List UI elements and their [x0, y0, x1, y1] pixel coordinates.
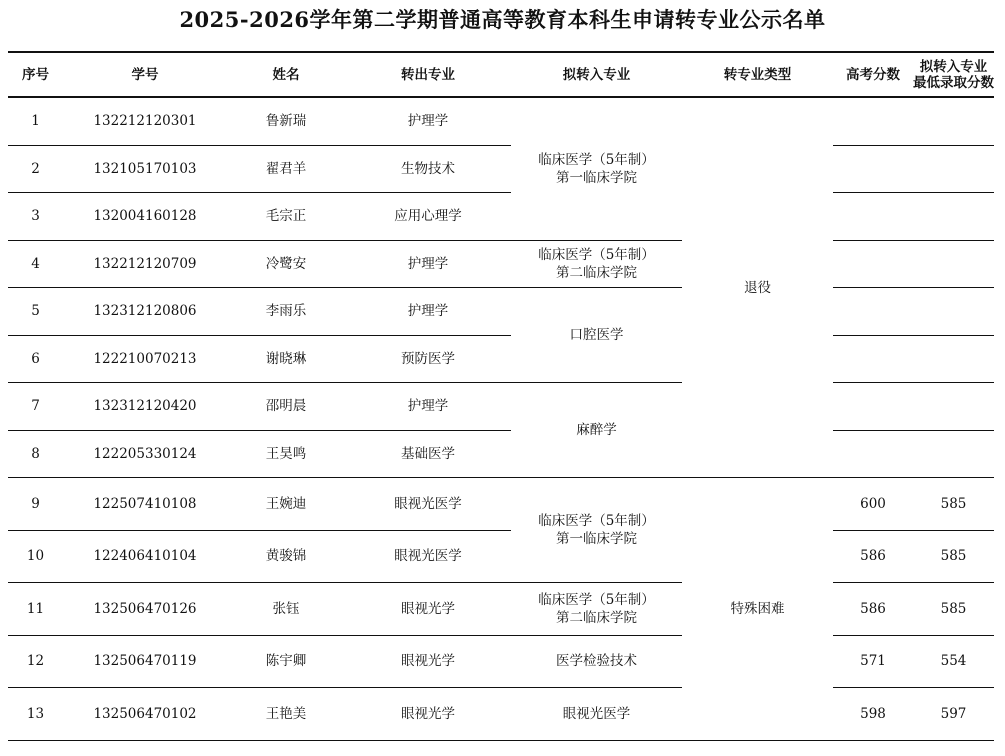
cell-from-major: 护理学 — [345, 383, 511, 431]
cell-from-major: 眼视光学 — [345, 635, 511, 688]
cell-name: 翟君羊 — [227, 145, 345, 193]
header-min-score-line2: 最低录取分数 — [913, 74, 994, 91]
cell-seq: 12 — [8, 635, 63, 688]
cell-name: 王婉迪 — [227, 478, 345, 531]
cell-to-major: 麻醉学 — [511, 383, 682, 478]
cell-min-score — [913, 145, 994, 193]
header-student-id: 学号 — [63, 52, 227, 97]
cell-seq: 13 — [8, 688, 63, 741]
cell-from-major: 护理学 — [345, 288, 511, 336]
cell-from-major: 预防医学 — [345, 335, 511, 383]
cell-name: 冷鹭安 — [227, 240, 345, 288]
table-row — [8, 145, 994, 193]
table-row — [8, 97, 994, 145]
header-min-score — [913, 52, 994, 97]
cell-min-score — [913, 430, 994, 478]
cell-exam-score: 586 — [833, 530, 913, 583]
cell-min-score — [913, 97, 994, 145]
cell-student-id: 132312120806 — [63, 288, 227, 336]
cell-student-id: 132212120709 — [63, 240, 227, 288]
table-row — [8, 288, 994, 336]
cell-name: 谢晓琳 — [227, 335, 345, 383]
table-row — [8, 335, 994, 383]
cell-seq: 8 — [8, 430, 63, 478]
cell-student-id: 132506470119 — [63, 635, 227, 688]
table-row — [8, 383, 994, 431]
cell-student-id: 132105170103 — [63, 145, 227, 193]
cell-min-score: 597 — [913, 688, 994, 741]
cell-seq: 3 — [8, 193, 63, 241]
cell-to-major — [511, 240, 682, 288]
table-row — [8, 688, 994, 741]
cell-name: 李雨乐 — [227, 288, 345, 336]
cell-exam-score — [833, 193, 913, 241]
cell-exam-score — [833, 430, 913, 478]
cell-student-id: 122210070213 — [63, 335, 227, 383]
header-to-major: 拟转入专业 — [511, 52, 682, 97]
header-seq: 序号 — [8, 52, 63, 97]
header-name: 姓名 — [227, 52, 345, 97]
cell-min-score — [913, 240, 994, 288]
cell-from-major: 眼视光学 — [345, 583, 511, 636]
cell-exam-score: 571 — [833, 635, 913, 688]
cell-seq: 7 — [8, 383, 63, 431]
to-major-line2: 第二临床学院 — [556, 264, 637, 281]
cell-from-major: 基础医学 — [345, 430, 511, 478]
cell-exam-score — [833, 288, 913, 336]
to-major-line2: 第一临床学院 — [556, 169, 637, 186]
table-header-row — [8, 52, 994, 97]
cell-to-major: 医学检验技术 — [511, 635, 682, 688]
cell-name: 鲁新瑞 — [227, 97, 345, 145]
cell-min-score — [913, 335, 994, 383]
cell-name: 邵明晨 — [227, 383, 345, 431]
cell-seq: 11 — [8, 583, 63, 636]
cell-seq: 9 — [8, 478, 63, 531]
cell-exam-score: 598 — [833, 688, 913, 741]
cell-exam-score — [833, 145, 913, 193]
header-transfer-type: 转专业类型 — [682, 52, 833, 97]
cell-min-score: 554 — [913, 635, 994, 688]
cell-name: 王艳美 — [227, 688, 345, 741]
cell-exam-score — [833, 240, 913, 288]
cell-seq: 6 — [8, 335, 63, 383]
table-row — [8, 430, 994, 478]
cell-from-major: 眼视光医学 — [345, 478, 511, 531]
cell-to-major: 眼视光医学 — [511, 688, 682, 741]
cell-seq: 10 — [8, 530, 63, 583]
cell-from-major: 眼视光学 — [345, 688, 511, 741]
to-major-line1: 临床医学（5年制） — [538, 151, 655, 168]
table-row — [8, 635, 994, 688]
cell-transfer-type: 退役 — [682, 97, 833, 478]
cell-to-major — [511, 478, 682, 583]
table-row — [8, 240, 994, 288]
cell-name: 王昊鸣 — [227, 430, 345, 478]
table-row — [8, 530, 994, 583]
cell-from-major: 应用心理学 — [345, 193, 511, 241]
cell-student-id: 132004160128 — [63, 193, 227, 241]
cell-to-major: 口腔医学 — [511, 288, 682, 383]
cell-name: 黄骏锦 — [227, 530, 345, 583]
cell-exam-score: 586 — [833, 583, 913, 636]
cell-from-major: 护理学 — [345, 97, 511, 145]
cell-name: 毛宗正 — [227, 193, 345, 241]
cell-min-score — [913, 383, 994, 431]
cell-seq: 5 — [8, 288, 63, 336]
transfer-list-table — [8, 51, 994, 741]
table-row — [8, 193, 994, 241]
cell-exam-score — [833, 335, 913, 383]
cell-transfer-type: 特殊困难 — [682, 478, 833, 741]
cell-student-id: 122406410104 — [63, 530, 227, 583]
cell-min-score: 585 — [913, 583, 994, 636]
cell-seq: 4 — [8, 240, 63, 288]
cell-student-id: 132506470126 — [63, 583, 227, 636]
cell-seq: 2 — [8, 145, 63, 193]
to-major-line1: 临床医学（5年制） — [538, 591, 655, 608]
cell-min-score — [913, 193, 994, 241]
to-major-line1: 临床医学（5年制） — [538, 246, 655, 263]
cell-exam-score — [833, 97, 913, 145]
table-row — [8, 583, 994, 636]
cell-name: 陈宇卿 — [227, 635, 345, 688]
cell-min-score — [913, 288, 994, 336]
header-exam-score: 高考分数 — [833, 52, 913, 97]
cell-to-major — [511, 97, 682, 240]
cell-min-score: 585 — [913, 478, 994, 531]
cell-seq: 1 — [8, 97, 63, 145]
table-row — [8, 478, 994, 531]
cell-exam-score: 600 — [833, 478, 913, 531]
to-major-line2: 第二临床学院 — [556, 609, 637, 626]
cell-from-major: 生物技术 — [345, 145, 511, 193]
cell-student-id: 132506470102 — [63, 688, 227, 741]
cell-student-id: 132212120301 — [63, 97, 227, 145]
cell-student-id: 122205330124 — [63, 430, 227, 478]
cell-from-major: 眼视光医学 — [345, 530, 511, 583]
cell-min-score: 585 — [913, 530, 994, 583]
to-major-line1: 临床医学（5年制） — [538, 513, 655, 529]
cell-student-id: 132312120420 — [63, 383, 227, 431]
header-min-score-line1: 拟转入专业 — [919, 58, 988, 75]
cell-to-major — [511, 583, 682, 636]
page-title: 2025-2026学年第二学期普通高等教育本科生申请转专业公示名单 — [179, 7, 826, 32]
header-from-major: 转出专业 — [345, 52, 511, 97]
cell-name: 张钰 — [227, 583, 345, 636]
cell-from-major: 护理学 — [345, 240, 511, 288]
cell-exam-score — [833, 383, 913, 431]
cell-student-id: 122507410108 — [63, 478, 227, 531]
to-major-line2: 第一临床学院 — [556, 531, 637, 547]
